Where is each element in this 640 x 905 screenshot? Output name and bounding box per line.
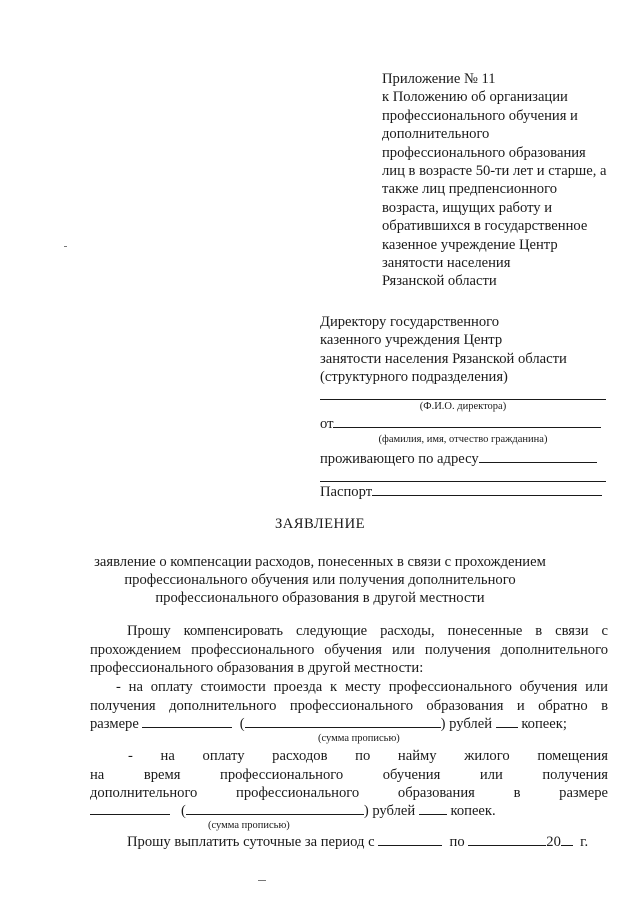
travel-cost-amount-row: размере ( ) рублей копеек; <box>90 716 567 732</box>
scan-speck <box>258 880 266 881</box>
year-suffix: г. <box>580 834 589 850</box>
passport-row <box>320 483 602 501</box>
item2-line1: - на оплату расходов по найму жилого помещения <box>128 748 608 764</box>
housing-amount-field[interactable] <box>90 802 170 815</box>
year-field[interactable] <box>561 833 573 846</box>
appendix-line: казенное учреждение Центр <box>382 236 558 253</box>
sum-words-caption: (сумма прописью) <box>208 820 290 831</box>
year-label: 20 <box>546 834 561 850</box>
from-row <box>320 415 601 433</box>
rubles-label: ) рублей <box>440 716 493 732</box>
appendix-line: лиц в возрасте 50-ти лет и старше, а <box>382 163 607 180</box>
passport-label: Паспорт <box>320 484 373 500</box>
size-label: размере <box>90 716 139 732</box>
address-label: проживающего по адресу <box>320 451 479 467</box>
address-row <box>320 450 597 468</box>
subtitle-line: профессионального образования в другой местности <box>155 590 485 606</box>
kopecks-label: копеек; <box>521 716 567 732</box>
housing-cost-item <box>90 747 608 803</box>
rubles-label: ) рублей <box>363 803 416 819</box>
appendix-line: Рязанской области <box>382 273 497 290</box>
appendix-block <box>382 70 607 291</box>
from-label: от <box>320 416 334 432</box>
travel-kopecks-field[interactable] <box>496 715 518 728</box>
subtitle-line: заявление о компенсации расходов, понесенных в связи с прохождением <box>94 554 546 570</box>
paragraph-line: профессионального образования в другой местности: <box>90 660 424 676</box>
housing-cost-amount-row: ( ) рублей копеек. <box>90 802 496 820</box>
addressee-block <box>320 313 567 387</box>
subtitle-line: профессионального обучения или получения дополнительного <box>124 572 516 588</box>
document-title: ЗАЯВЛЕНИЕ <box>274 516 366 532</box>
sum-words-caption: (сумма прописью) <box>318 733 400 744</box>
item2-line2: на время профессионального обучения или получения <box>90 766 608 783</box>
appendix-line: профессионального образования <box>382 144 586 161</box>
citizen-name-caption: (фамилия, имя, отчество гражданина) <box>378 434 548 445</box>
addressee-line: Директору государственного <box>320 314 500 330</box>
paragraph-line: прохождением профессионального обучения или получения дополнительного <box>90 641 608 658</box>
appendix-line: также лиц предпенсионного <box>382 181 558 198</box>
period-from-field[interactable] <box>378 833 442 846</box>
period-to-label: по <box>449 834 465 850</box>
housing-amount-words-field[interactable] <box>186 802 364 815</box>
director-name-field[interactable] <box>320 385 606 400</box>
travel-amount-field[interactable] <box>142 715 232 728</box>
address-extra-field[interactable] <box>320 467 606 482</box>
director-name-caption: (Ф.И.О. директора) <box>419 401 507 412</box>
kopecks-label: копеек. <box>450 803 496 819</box>
appendix-line: дополнительного <box>382 126 490 143</box>
item-line: - на оплату стоимости проезда к месту профессионального обучения или <box>116 679 608 695</box>
housing-kopecks-field[interactable] <box>419 802 447 815</box>
travel-amount-words-field[interactable] <box>245 715 441 728</box>
addressee-line: казенного учреждения Центр <box>320 332 503 349</box>
item2-line3: дополнительного профессионального образования в размере <box>90 785 608 801</box>
per-diem-label: Прошу выплатить суточные за период с <box>127 834 375 850</box>
document-subtitle <box>90 553 550 607</box>
passport-field[interactable] <box>372 483 602 496</box>
appendix-line: возраста, ищущих работу и <box>382 199 553 216</box>
request-paragraph <box>90 622 608 678</box>
appendix-line: к Положению об организации <box>382 89 568 106</box>
item-line: получения дополнительного профессионального образования и обратно в <box>90 697 608 714</box>
address-field[interactable] <box>479 450 597 463</box>
appendix-line: профессионального обучения и <box>382 107 578 124</box>
appendix-line: занятости населения <box>382 255 511 272</box>
appendix-line: Приложение № 11 <box>382 71 496 87</box>
travel-cost-item <box>90 678 608 715</box>
period-to-field[interactable] <box>468 833 546 846</box>
paragraph-line: Прошу компенсировать следующие расходы, понесенные в связи с <box>127 623 608 639</box>
scan-speck <box>64 246 67 247</box>
addressee-line: (структурного подразделения) <box>320 369 508 386</box>
per-diem-row <box>127 833 588 851</box>
addressee-line: занятости населения Рязанской области <box>320 350 567 367</box>
citizen-name-field[interactable] <box>333 415 601 428</box>
appendix-line: обратившихся в государственное <box>382 218 588 235</box>
